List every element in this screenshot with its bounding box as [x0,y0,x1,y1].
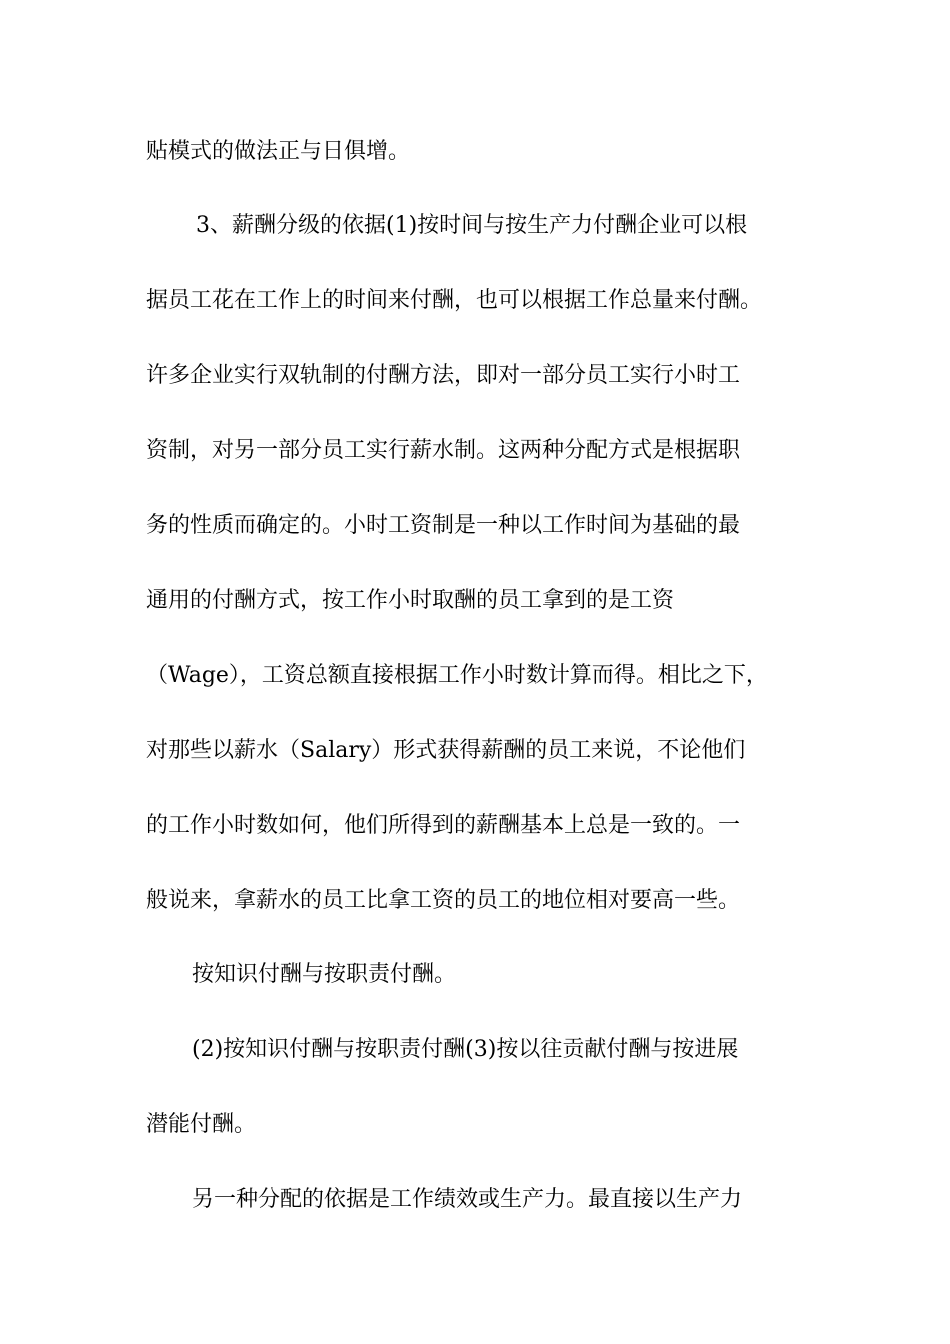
text-line-9: 对那些以薪水（Salary）形式获得薪酬的员工来说，不论他们 [146,738,746,763]
text-line-11: 般说来，拿薪水的员工比拿工资的员工的地位相对要高一些。 [146,888,741,913]
text-line-13: (2)按知识付酬与按职责付酬(3)按以往贡献付酬与按进展 [192,1037,739,1062]
text-line-12: 按知识付酬与按职责付酬。 [192,962,457,987]
text-line-1: 贴模式的做法正与日俱增。 [146,139,411,164]
text-line-5: 资制，对另一部分员工实行薪水制。这两种分配方式是根据职 [146,438,741,463]
text-line-3: 据员工花在工作上的时间来付酬，也可以根据工作总量来付酬。 [146,288,763,313]
text-line-15: 另一种分配的依据是工作绩效或生产力。最直接以生产力 [192,1187,743,1212]
text-line-10: 的工作小时数如何，他们所得到的薪酬基本上总是一致的。一 [146,813,741,838]
text-line-6: 务的性质而确定的。小时工资制是一种以工作时间为基础的最 [146,513,741,538]
text-line-8: （Wage），工资总额直接根据工作小时数计算而得。相比之下， [146,663,768,688]
text-line-7: 通用的付酬方式，按工作小时取酬的员工拿到的是工资 [146,588,675,613]
text-line-2: 3、薪酬分级的依据(1)按时间与按生产力付酬企业可以根 [196,213,748,238]
text-line-14: 潜能付酬。 [146,1112,257,1137]
text-line-4: 许多企业实行双轨制的付酬方法，即对一部分员工实行小时工 [146,363,741,388]
